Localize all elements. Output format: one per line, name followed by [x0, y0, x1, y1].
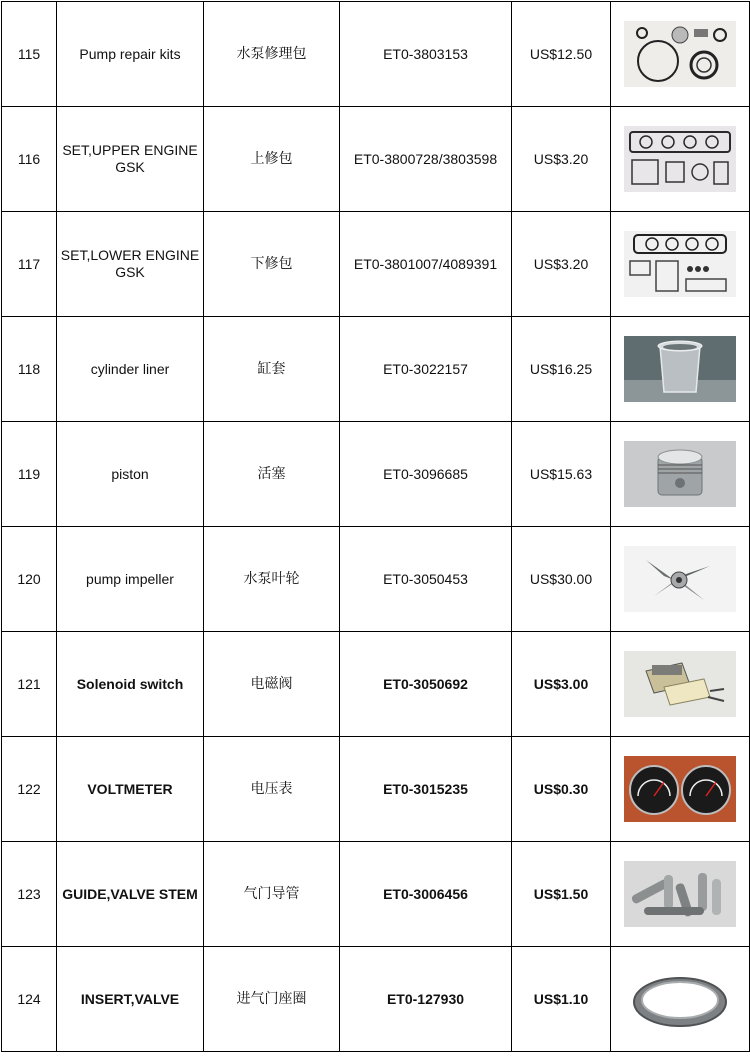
part-image-cell — [611, 737, 750, 842]
item-number: 116 — [2, 107, 57, 212]
voltmeter-photo — [624, 756, 736, 822]
part-name: VOLTMETER — [57, 737, 204, 842]
parts-table — [1, 1, 750, 1052]
table-row — [2, 632, 750, 737]
part-image-cell — [611, 527, 750, 632]
part-name: SET,LOWER ENGINE GSK — [57, 212, 204, 317]
part-code: ET0-3022157 — [340, 317, 512, 422]
part-name-chinese: 进气门座圈 — [204, 947, 340, 1052]
part-name: pump impeller — [57, 527, 204, 632]
part-price: US$3.00 — [512, 632, 611, 737]
part-code: ET0-3800728/3803598 — [340, 107, 512, 212]
item-number: 117 — [2, 212, 57, 317]
piston-photo — [624, 441, 736, 507]
part-name: piston — [57, 422, 204, 527]
part-image-cell — [611, 107, 750, 212]
valve-insert-photo — [624, 966, 736, 1032]
gasket-set-photo — [624, 231, 736, 297]
part-code: ET0-3096685 — [340, 422, 512, 527]
part-price: US$16.25 — [512, 317, 611, 422]
part-name-chinese: 上修包 — [204, 107, 340, 212]
part-name: SET,UPPER ENGINE GSK — [57, 107, 204, 212]
part-image-cell — [611, 2, 750, 107]
part-code: ET0-3006456 — [340, 842, 512, 947]
part-name: INSERT,VALVE — [57, 947, 204, 1052]
part-price: US$1.50 — [512, 842, 611, 947]
part-price: US$3.20 — [512, 107, 611, 212]
part-code: ET0-3050453 — [340, 527, 512, 632]
part-code: ET0-3015235 — [340, 737, 512, 842]
table-row — [2, 947, 750, 1052]
solenoid-photo — [624, 651, 736, 717]
part-code: ET0-3803153 — [340, 2, 512, 107]
item-number: 122 — [2, 737, 57, 842]
part-image-cell — [611, 842, 750, 947]
part-image-cell — [611, 317, 750, 422]
part-price: US$1.10 — [512, 947, 611, 1052]
item-number: 119 — [2, 422, 57, 527]
item-number: 120 — [2, 527, 57, 632]
valve-guide-photo — [624, 861, 736, 927]
part-code: ET0-3801007/4089391 — [340, 212, 512, 317]
table-row — [2, 2, 750, 107]
part-name-chinese: 电磁阀 — [204, 632, 340, 737]
item-number: 115 — [2, 2, 57, 107]
part-image-cell — [611, 632, 750, 737]
part-name-chinese: 水泵叶轮 — [204, 527, 340, 632]
part-image-cell — [611, 212, 750, 317]
part-name: cylinder liner — [57, 317, 204, 422]
impeller-photo — [624, 546, 736, 612]
table-row — [2, 317, 750, 422]
table-row — [2, 212, 750, 317]
part-price: US$12.50 — [512, 2, 611, 107]
part-code: ET0-3050692 — [340, 632, 512, 737]
table-row — [2, 842, 750, 947]
part-name-chinese: 水泵修理包 — [204, 2, 340, 107]
table-row — [2, 422, 750, 527]
part-name: Solenoid switch — [57, 632, 204, 737]
part-image-cell — [611, 947, 750, 1052]
item-number: 121 — [2, 632, 57, 737]
item-number: 118 — [2, 317, 57, 422]
part-price: US$0.30 — [512, 737, 611, 842]
part-image-cell — [611, 422, 750, 527]
item-number: 123 — [2, 842, 57, 947]
part-name: Pump repair kits — [57, 2, 204, 107]
part-name-chinese: 缸套 — [204, 317, 340, 422]
part-name: GUIDE,VALVE STEM — [57, 842, 204, 947]
part-price: US$3.20 — [512, 212, 611, 317]
table-row — [2, 107, 750, 212]
part-name-chinese: 气门导管 — [204, 842, 340, 947]
cylinder-liner-photo — [624, 336, 736, 402]
part-name-chinese: 活塞 — [204, 422, 340, 527]
part-code: ET0-127930 — [340, 947, 512, 1052]
item-number: 124 — [2, 947, 57, 1052]
table-row — [2, 527, 750, 632]
part-price: US$15.63 — [512, 422, 611, 527]
gasket-set-photo — [624, 126, 736, 192]
gasket-kit-photo — [624, 21, 736, 87]
table-row — [2, 737, 750, 842]
part-name-chinese: 电压表 — [204, 737, 340, 842]
part-price: US$30.00 — [512, 527, 611, 632]
part-name-chinese: 下修包 — [204, 212, 340, 317]
